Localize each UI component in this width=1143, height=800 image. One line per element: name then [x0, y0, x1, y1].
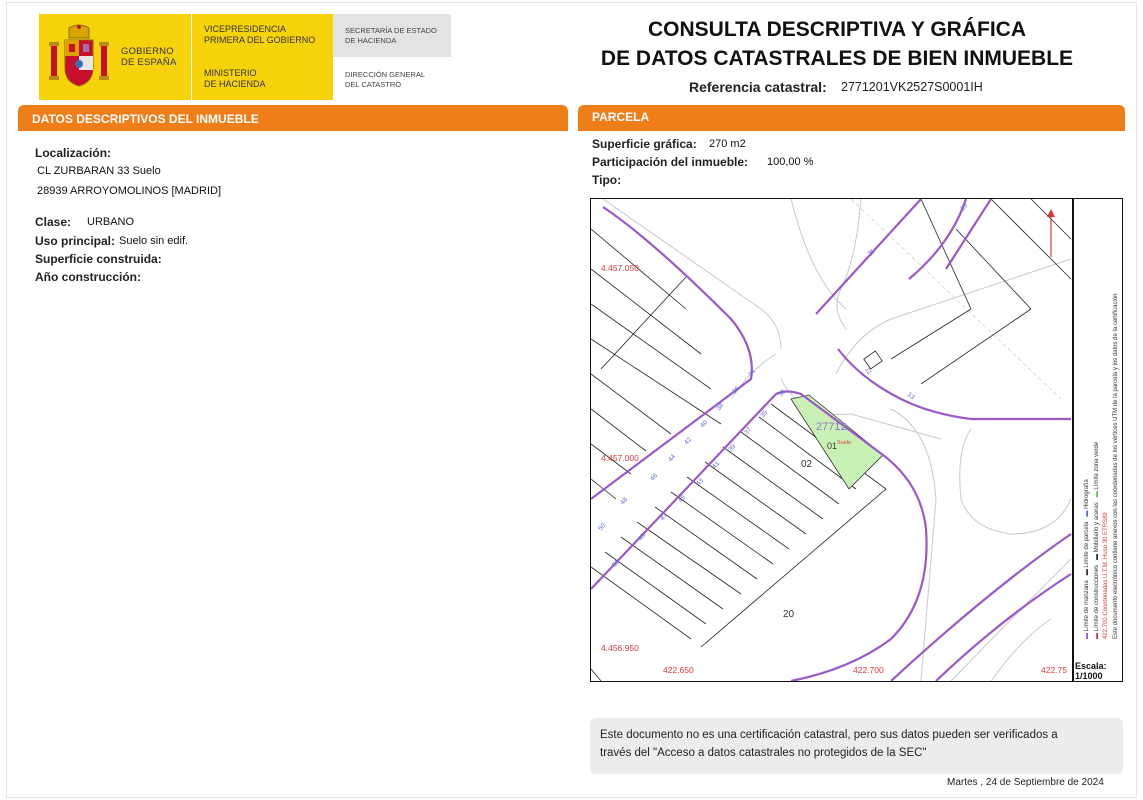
y-coord-label: 4.457.000	[601, 453, 639, 463]
svg-text:43: 43	[695, 477, 706, 488]
ministerio-text: MINISTERIO DE HACIENDA	[204, 68, 266, 89]
svg-text:39: 39	[727, 443, 738, 454]
direccion-text: DIRECCIÓN GENERAL DEL CATASTRO	[345, 70, 426, 89]
svg-text:45: 45	[677, 494, 688, 505]
x-coord-label: 422.650	[663, 665, 694, 675]
uso-value: Suelo sin edif.	[119, 235, 189, 247]
svg-text:41: 41	[711, 460, 722, 471]
vicepresidencia-text: VICEPRESIDENCIA PRIMERA DEL GOBIERNO	[204, 24, 316, 45]
gobierno-text: GOBIERNO DE ESPAÑA	[121, 46, 177, 68]
svg-text:49: 49	[637, 532, 648, 543]
right-section-rule	[578, 130, 1125, 131]
legend-divider	[1072, 199, 1074, 681]
svg-text:42: 42	[683, 436, 694, 447]
document-date: Martes , 24 de Septiembre de 2024	[947, 777, 1104, 788]
anio-construccion-label: Año construcción:	[35, 270, 142, 284]
svg-text:29: 29	[959, 202, 970, 213]
svg-text:11: 11	[863, 366, 873, 376]
document-page	[6, 2, 1137, 798]
clase-label: Clase:	[35, 215, 72, 229]
participacion-label: Participación del inmueble:	[592, 155, 749, 169]
svg-text:36: 36	[731, 385, 742, 396]
y-coord-label: 4.456.950	[601, 643, 639, 653]
left-section-rule	[18, 130, 568, 131]
right-section-heading: PARCELA	[578, 105, 1125, 131]
svg-text:48: 48	[619, 496, 630, 507]
svg-text:33: 33	[777, 388, 788, 399]
superficie-construida-label: Superficie construida:	[35, 252, 162, 266]
x-coord-label: 422.700	[853, 665, 884, 675]
map-legend: ▬ Límite de manzana ▬ Límite de parcela ▬ Hidrografía ▬ Límite de construcciones ▬ Mobiliario y aceras ▬ Límite zona verde 422.700 Coordenadas U.T.M. Huso 30 ETRS89 Este documento electrónico contiene anexos con las coordenadas de los vértices UTM de la parcela y los datos de la certificación	[1084, 293, 1119, 639]
neighbor-label: 20	[783, 609, 795, 620]
svg-text:34: 34	[747, 368, 758, 379]
parcel-number-label: 01	[827, 441, 838, 451]
svg-text:47: 47	[659, 512, 670, 523]
map-drawing	[591, 199, 1072, 681]
neighbor-label: 02	[801, 459, 813, 470]
secretaria-text: SECRETARÍA DE ESTADO DE HACIENDA	[345, 26, 437, 45]
superficie-grafica-value: 270 m2	[709, 138, 746, 150]
document-title: CONSULTA DESCRIPTIVA Y GRÁFICA DE DATOS CATASTRALES DE BIEN INMUEBLE	[600, 18, 1074, 70]
svg-text:13: 13	[905, 391, 916, 402]
y-coord-label: 4.457.050	[601, 263, 639, 273]
parcel-type-label: Suelo	[837, 440, 852, 446]
svg-text:50: 50	[597, 522, 608, 533]
svg-text:35: 35	[759, 409, 770, 420]
gobierno-logo-block	[39, 14, 451, 100]
logo-divider	[191, 14, 192, 100]
map-scale: Escala: 1/1000	[1075, 661, 1107, 681]
x-coord-label: 422.75	[1041, 665, 1067, 675]
localizacion-line2: 28939 ARROYOMOLINOS [MADRID]	[37, 185, 221, 197]
ref-label: Referencia catastral:	[689, 79, 827, 95]
parcel-ref-label: 27712	[816, 421, 847, 433]
svg-text:44: 44	[667, 453, 678, 464]
svg-text:51: 51	[611, 558, 622, 569]
participacion-value: 100,00 %	[767, 156, 814, 168]
clase-value: URBANO	[87, 216, 135, 228]
svg-text:37: 37	[743, 426, 754, 437]
svg-text:38: 38	[715, 402, 726, 413]
svg-text:46: 46	[649, 472, 660, 483]
uso-label: Uso principal:	[35, 234, 116, 248]
coat-of-arms-icon	[47, 24, 111, 90]
north-arrow-icon	[1047, 209, 1055, 257]
tipo-label: Tipo:	[592, 173, 622, 187]
ref-value: 2771201VK2527S0001IH	[841, 80, 983, 94]
localizacion-label: Localización:	[35, 146, 112, 160]
cadastral-map	[590, 198, 1123, 682]
svg-text:40: 40	[699, 419, 710, 430]
superficie-grafica-label: Superficie gráfica:	[592, 137, 697, 151]
localizacion-line1: CL ZURBARAN 33 Suelo	[37, 165, 161, 177]
left-section-heading: DATOS DESCRIPTIVOS DEL INMUEBLE	[18, 105, 568, 131]
disclaimer-notice: Este documento no es una certificación catastral, pero sus datos pueden ser verificados a través del "Acceso a datos catastrales no protegidos de la SEC"	[590, 718, 1123, 774]
svg-text:31: 31	[865, 247, 876, 258]
